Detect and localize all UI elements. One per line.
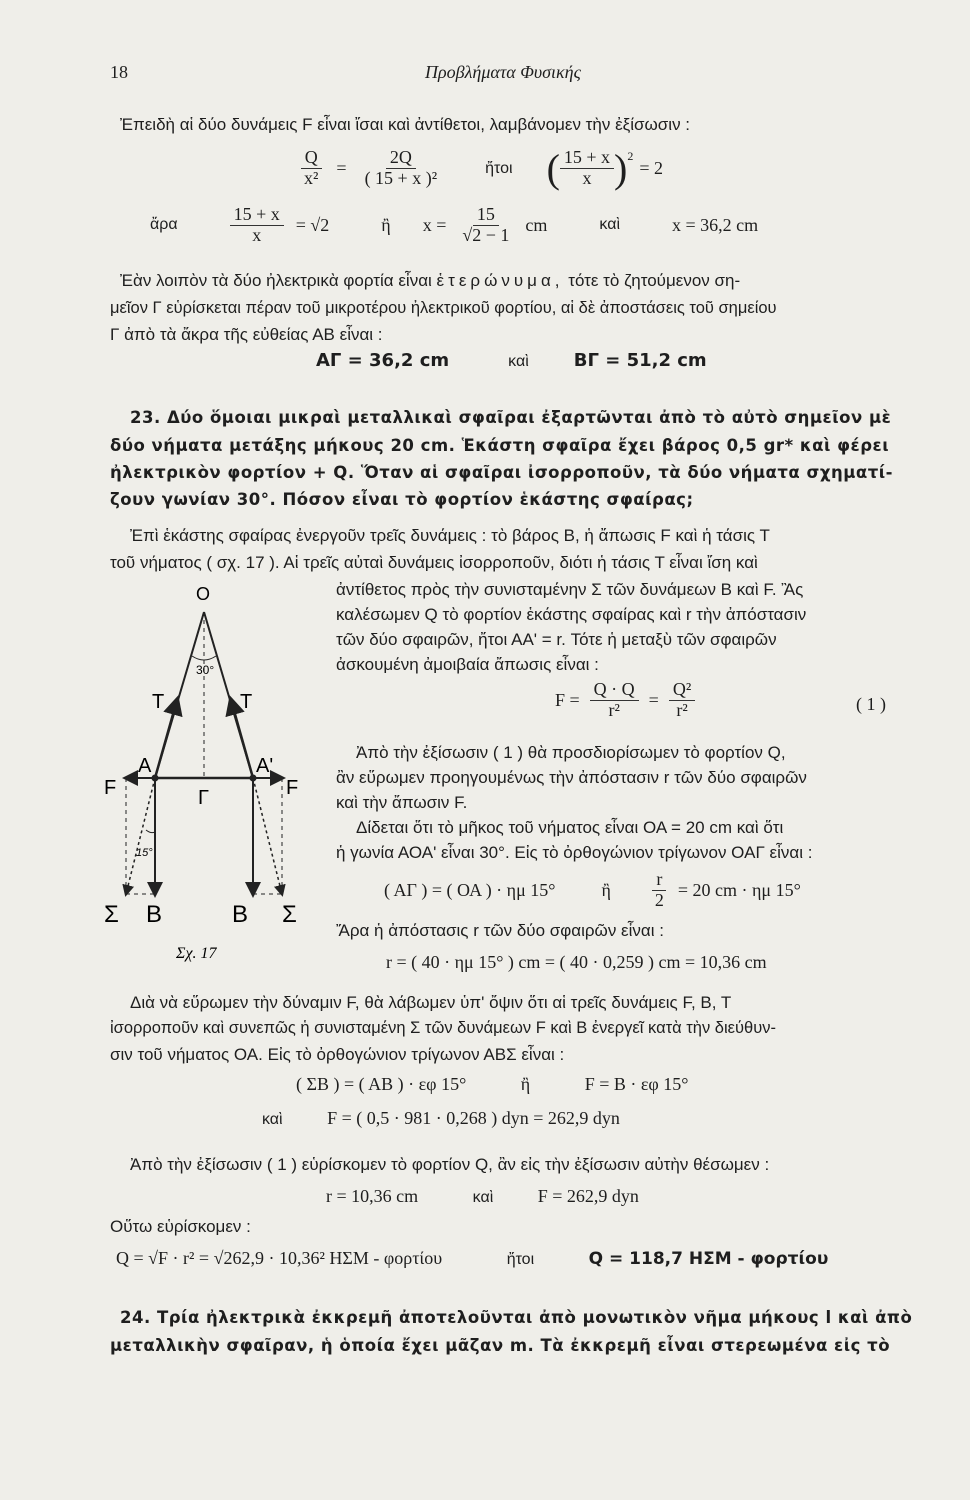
ara-word: ἄρα [150, 216, 178, 234]
or-word: ἢ [381, 214, 391, 235]
x-result: x = 36,2 cm [672, 214, 759, 235]
paragraph-2-line-1: Ἐπὶ ἑκάστης σφαίρας ἐνεργοῦν τρεῖς δυνάμεις : τὸ βάρος Β, ἡ ἄπωσις F καὶ ἡ τάσις Τ [130, 526, 770, 545]
problem-24-line-2: μεταλλικὴν σφαῖραν, ἡ ὁποία ἔχει μᾶζαν m. Τὰ ἐκκρεμῆ εἶναι στερεωμένα εἰς τὸ [110, 1336, 891, 1355]
paragraph-1-line-1: Ἐὰν λοιπὸν τὰ δύο ἠλεκτρικὰ φορτία εἶναι ἑτερώνυμα, τότε τὸ ζητούμενον ση- [120, 271, 741, 290]
result-distances: ΑΓ = 36,2 cm καὶ ΒΓ = 51,2 cm [316, 350, 707, 371]
label-B-right: B [232, 901, 249, 928]
paragraph-3-line-2: ἂν εὕρωμεν προηγουμένως τὴν ἀπόστασιν r τῶν δύο σφαιρῶν [336, 768, 807, 787]
equation-label-1: ( 1 ) [856, 694, 886, 714]
page-number: 18 [110, 62, 128, 82]
label-F-right: F [286, 777, 299, 799]
label-Sigma-left: Σ [104, 901, 119, 928]
paragraph-6-line-1: Ἀπὸ τὴν ἐξίσωσιν ( 1 ) εὑρίσκομεν τὸ φορτίον Q, ἂν εἰς τὴν ἐξίσωσιν αὐτὴν θέσωμεν : [130, 1155, 770, 1174]
fraction-q-over-x2: $\frac{Q}{\text{x²}}$ [300, 148, 322, 189]
x-equals: x = [422, 214, 447, 235]
problem-23-line-4: ζουν γωνίαν 30°. Πόσον εἶναι τὸ φορτίον ἑκάστης σφαίρας; [110, 490, 694, 509]
problem-23-line-2: δύο νήματα μετάξης μήκους 20 cm. Ἑκάστη σφαῖρα ἔχει βάρος 0,5 gr* καὶ φέρει [110, 436, 890, 455]
label-T-right: T [240, 691, 253, 713]
resultant-left-arrow [126, 778, 155, 894]
label-A: A [138, 755, 152, 777]
equation-2 [150, 205, 758, 246]
equation-4: ( ΑΓ ) = ( ΟΑ ) · ημ 15° ἢ $\frac{r}{2}$ = 20 cm · ημ 15° [384, 869, 801, 910]
label-A-prime: A' [256, 755, 274, 777]
label-Gamma: Γ [198, 787, 210, 809]
fraction-2q: $\frac{2Q}{\text{( 15 + x )²}}$ [364, 147, 438, 188]
problem-24-line-1: 24. Τρία ἠλεκτρικὰ ἐκκρεμῆ ἀποτελοῦνται ἀπὸ μονωτικὸν νῆμα μήκους l καὶ ἀπὸ [120, 1308, 913, 1327]
paren-fraction: ( $\frac{15 + x}{x}$ ) $^2$ = 2 [546, 146, 664, 191]
paragraph-2-line-5: τῶν δύο σφαιρῶν, ἤτοι ΑΑ' = r. Τότε ἡ μεταξὺ τῶν σφαιρῶν [336, 630, 777, 649]
angle-15-arc [146, 830, 155, 833]
paragraph-7-line-1: Οὕτω εὑρίσκομεν : [110, 1217, 251, 1236]
equation-3: F = $\frac{Q \cdot Q}{\text{r²}}$ = $\frac{\text{Q²}}{\text{r²}}$ [555, 680, 695, 721]
label-B-left: B [146, 901, 163, 928]
label-O: O [196, 584, 211, 604]
label-angle-30: 30° [196, 663, 215, 677]
paragraph-1-line-3: Γ ἀπὸ τὰ ἄκρα τῆς εὐθείας ΑΒ εἶναι : [110, 325, 383, 344]
equation-6: ( ΣΒ ) = ( ΑΒ ) · εφ 15° ἢ F = Β · εφ 15° [296, 1074, 689, 1094]
intro-line: Ἐπειδὴ αἱ δύο δυνάμεις F εἶναι ἴσαι καὶ ἀντίθετοι, λαμβάνομεν τὴν ἐξίσωσιν : [120, 115, 691, 134]
unit-cm: cm [525, 214, 548, 235]
page-header-title: Προβλήματα Φυσικής [425, 62, 581, 82]
problem-23-line-1: 23. Δύο ὅμοιαι μικραὶ μεταλλικαὶ σφαῖραι ἐξαρτῶνται ἀπὸ τὸ αὐτὸ σημεῖον μὲ [130, 408, 892, 427]
fraction-15x: $\frac{15 + x}{x}$ [230, 205, 284, 246]
label-T-left: T [152, 691, 165, 713]
equation-1 [300, 145, 663, 192]
label-Sigma-right: Σ [282, 901, 297, 928]
label-angle-15: 15° [136, 847, 153, 859]
paragraph-5-line-2: ἰσορροποῦν καὶ συνεπῶς ἡ συνισταμένη Σ τῶν δυνάμεων F καὶ Β ἐνεργεῖ κατὰ τὴν διεύθυν- [110, 1019, 776, 1037]
equation-5: r = ( 40 · ημ 15° ) cm = ( 40 · 0,259 ) cm = 10,36 cm [386, 952, 767, 972]
paragraph-3-line-1: Ἀπὸ τὴν ἐξίσωσιν ( 1 ) θὰ προσδιορίσωμεν τὸ φορτίον Q, [356, 743, 786, 762]
sqrt2: = √2 [295, 214, 330, 235]
fraction-15-sqrt: $\frac{15}{√2 - 1}$ [462, 204, 510, 245]
equation-8: r = 10,36 cm καὶ F = 262,9 dyn [326, 1186, 639, 1206]
problem-23-line-3: ἠλεκτρικὸν φορτίον + Q. Ὅταν αἱ σφαῖραι ἰσορροποῦν, τὰ δύο νήματα σχηματί- [110, 463, 894, 482]
paragraph-2-line-3: ἀντίθετος πρὸς τὴν συνισταμένην Σ τῶν δυνάμεων Β καὶ F. Ἂς [336, 580, 804, 599]
itoi-word: ἤτοι [485, 159, 513, 177]
paragraph-3-line-3: καὶ τὴν ἄπωσιν F. [336, 793, 468, 812]
paragraph-2-line-6: ἀσκουμένη ἀμοιβαία ἄπωσις εἶναι : [336, 655, 599, 674]
equation-7: καὶ F = ( 0,5 · 981 · 0,268 ) dyn = 262,9 dyn [262, 1108, 620, 1128]
kai-word: καὶ [599, 216, 621, 234]
figure-17-diagram [100, 572, 320, 972]
paragraph-5-line-3: σιν τοῦ νήματος ΟΑ. Εἰς τὸ ὀρθογώνιον τρίγωνον ΑΒΣ εἶναι : [110, 1045, 565, 1064]
resultant-right-arrow [253, 778, 282, 894]
equals-sign: = [336, 158, 347, 178]
angle-arc [192, 656, 216, 660]
paragraph-3-line-4: Δίδεται ὅτι τὸ μῆκος τοῦ νήματος εἶναι ΟΑ = 20 cm καὶ ὅτι [356, 818, 784, 837]
equation-9: Q = √F · r² = √262,9 · 10,36² ΗΣΜ - φορτίου ἤτοι Q = 118,7 ΗΣΜ - φορτίου [116, 1248, 829, 1269]
paragraph-3-line-5: ἡ γωνία ΑΟΑ' εἶναι 30°. Εἰς τὸ ὀρθογώνιον τρίγωνον ΟΑΓ εἶναι : [336, 843, 813, 862]
paragraph-2-line-4: καλέσωμεν Q τὸ φορτίον ἑκάστης σφαίρας καὶ r τὴν ἀπόστασιν [336, 605, 807, 624]
paragraph-5-line-1: Διὰ νὰ εὕρωμεν τὴν δύναμιν F, θὰ λάβωμεν ὑπ' ὄψιν ὅτι αἱ τρεῖς δυνάμεις F, Β, Τ [130, 993, 732, 1012]
label-F-left: F [104, 777, 117, 799]
paragraph-2-line-2: τοῦ νήματος ( σχ. 17 ). Αἱ τρεῖς αὐταὶ δυνάμεις ἰσορροποῦν, διότι ἡ τάσις Τ εἶναι ἴση καὶ [110, 553, 758, 572]
paragraph-1-line-2: μεῖον Γ εὑρίσκεται πέραν τοῦ μικροτέρου ἠλεκτρικοῦ φορτίου, αἱ δὲ ἀποστάσεις τοῦ σημείου [110, 299, 777, 317]
paragraph-4-line-1: Ἄρα ἡ ἀπόστασις r τῶν δύο σφαιρῶν εἶναι : [336, 921, 664, 940]
figure-caption: Σχ. 17 [176, 945, 217, 962]
